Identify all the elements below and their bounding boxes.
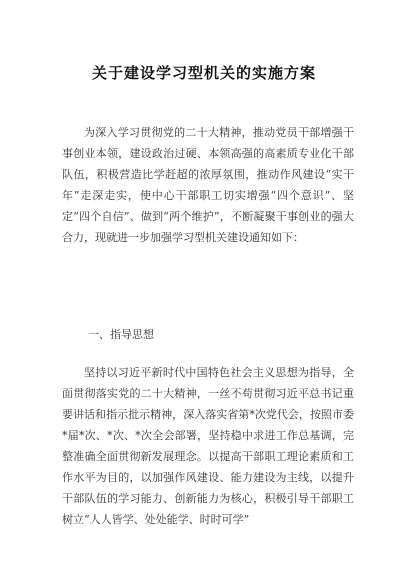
section-body-paragraph: 坚持以习近平新时代中国特色社会主义思想为指导，全面贯彻落实党的二十大精神，一丝不苟贯彻习近平总书记重要讲话和指示批示精神，深入落实省第*次党代会，按照市委*届*次、*次、*次全会部署，坚持稳中求进工作总基调，完整准确全面贯彻新发展理念。以提高干部职工理论素质和工作水平为目的，以加强作风建设、能力建设为主线，以提升干部队伍的学习能力、创新能力为核心，积极引导干部职工树立“人人皆学、处处能学、时时可学”	[62, 366, 354, 526]
section-heading: 一、指导思想	[88, 328, 154, 341]
intro-paragraph: 为深入学习贯彻党的二十大精神，推动党员干部增强干事创业本领，建设政治过硬、本领高强的高素质专业化干部队伍，积极营造比学赶超的浓厚氛围，推动作风建设“实干年”走深走实，使中心干部职工切实增强“四个意识”、坚定“四个自信”、做到“两个维护”，不断凝聚干事创业的强大合力，现就进一步加强学习型机关建设通知如下：	[62, 126, 354, 244]
document-title: 关于建设学习型机关的实施方案	[91, 64, 316, 82]
